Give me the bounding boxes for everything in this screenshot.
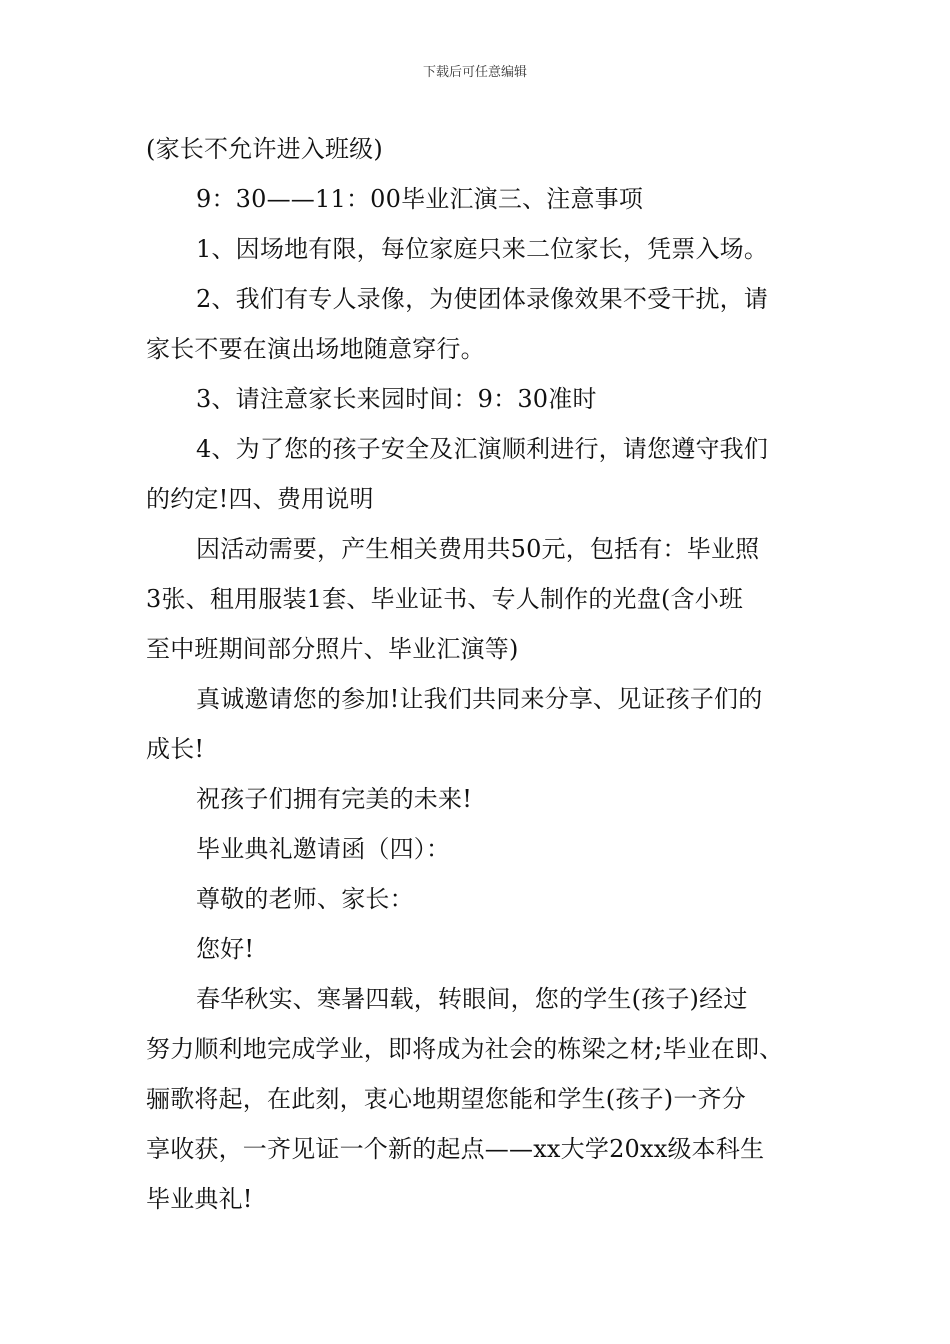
document-body	[146, 124, 810, 1224]
text-line: 成长!	[146, 735, 205, 763]
text-line: 的约定!四、费用说明	[146, 485, 374, 513]
greeting: 您好!	[196, 935, 255, 963]
text-line: 3、请注意家长来园时间：9：30准时	[196, 385, 597, 413]
text-line: 1、因场地有限，每位家庭只来二位家长，凭票入场。	[196, 235, 769, 263]
text-line: 真诚邀请您的参加!让我们共同来分享、见证孩子们的	[196, 685, 763, 713]
text-line: 3张、租用服装1套、毕业证书、专人制作的光盘(含小班	[146, 585, 744, 613]
text-line: 祝孩子们拥有完美的未来!	[196, 785, 473, 813]
salutation: 尊敬的老师、家长：	[196, 885, 414, 913]
text-line: 4、为了您的孩子安全及汇演顺利进行，请您遵守我们	[196, 435, 769, 463]
text-line: 9：30——11：00毕业汇演三、注意事项	[196, 185, 644, 213]
text-line: (家长不允许进入班级)	[146, 135, 383, 163]
text-line: 因活动需要，产生相关费用共50元，包括有：毕业照	[196, 535, 760, 563]
text-line: 至中班期间部分照片、毕业汇演等)	[146, 635, 519, 663]
text-line: 家长不要在演出场地随意穿行。	[146, 335, 485, 363]
text-line: 毕业典礼!	[146, 1185, 253, 1213]
text-line: 努力顺利地完成学业，即将成为社会的栋梁之材;毕业在即、	[146, 1035, 784, 1063]
text-line: 享收获，一齐见证一个新的起点——xx大学20xx级本科生	[146, 1135, 765, 1163]
text-line: 春华秋实、寒暑四载，转眼间，您的学生(孩子)经过	[196, 985, 748, 1013]
text-line: 2、我们有专人录像，为使团体录像效果不受干扰，请	[196, 285, 769, 313]
text-line: 骊歌将起，在此刻，衷心地期望您能和学生(孩子)一齐分	[146, 1085, 746, 1113]
section-title: 毕业典礼邀请函（四）：	[196, 835, 451, 863]
page-header: 下载后可任意编辑	[422, 65, 527, 80]
